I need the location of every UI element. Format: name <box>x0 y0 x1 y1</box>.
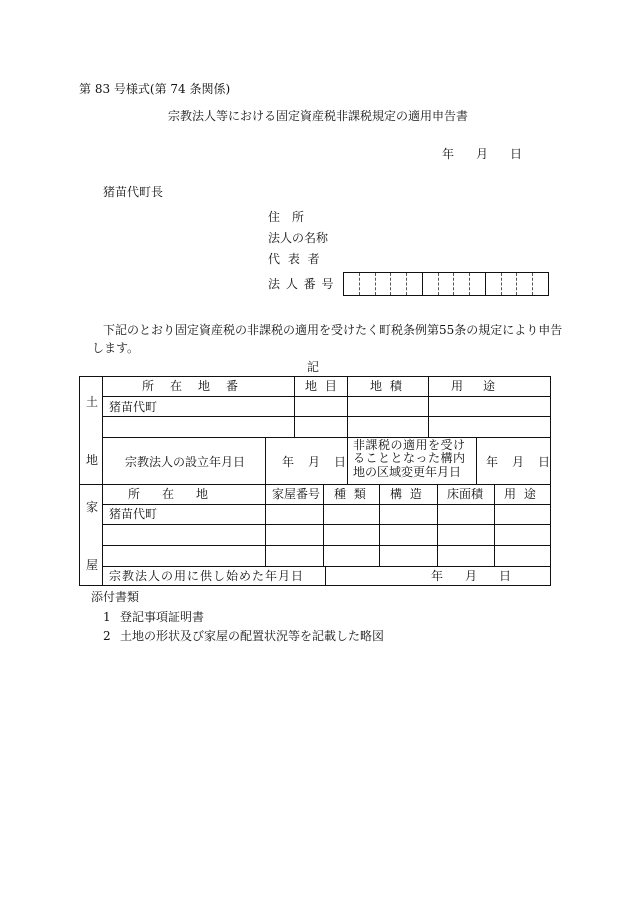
attachments-title: 添付書類 <box>91 590 140 604</box>
attachment-number: 1 <box>103 610 111 624</box>
corp-digit-box[interactable] <box>422 273 438 295</box>
corp-digit-box[interactable] <box>453 273 469 295</box>
table-divider <box>494 484 495 566</box>
date-day-label: 日 <box>510 147 523 161</box>
house-header-number: 家屋番号 <box>272 487 321 501</box>
table-border <box>79 376 80 586</box>
house-header-structure: 構 造 <box>390 487 424 501</box>
corp-digit-box[interactable] <box>406 273 422 295</box>
table-divider <box>428 376 429 438</box>
establish-date-label: 宗教法人の設立年月日 <box>125 455 246 469</box>
representative-label: 代 表 者 <box>268 252 322 266</box>
start-use-day[interactable]: 日 <box>499 569 512 583</box>
table-divider <box>79 484 551 485</box>
corp-digit-box[interactable] <box>438 273 454 295</box>
table-divider <box>102 545 551 546</box>
table-divider <box>379 484 380 566</box>
land-header-location: 所 在 地 番 <box>142 379 241 393</box>
corp-digit-box[interactable] <box>501 273 517 295</box>
attachment-text: 土地の形状及び家屋の配置状況等を記載した略図 <box>120 629 385 643</box>
table-divider <box>265 437 266 485</box>
table-divider <box>102 524 551 525</box>
table-divider <box>102 416 551 417</box>
table-divider <box>265 484 266 566</box>
house-side-label: 屋 <box>86 558 99 572</box>
table-divider <box>102 396 551 397</box>
table-border <box>550 376 551 586</box>
corporation-name-label: 法人の名称 <box>268 231 329 245</box>
area-change-date-value[interactable]: 年 月 日 <box>486 455 552 469</box>
corp-digit-box[interactable] <box>516 273 532 295</box>
house-header-location: 所 在 地 <box>128 487 214 501</box>
land-header-usage: 用 途 <box>451 379 500 393</box>
body-text-line1: 下記のとおり固定資産税の非課税の適用を受けたく町税条例第55条の規定により申告 <box>103 323 563 337</box>
table-divider <box>102 376 103 586</box>
form-title: 宗教法人等における固定資産税非課税規定の適用申告書 <box>168 109 469 123</box>
land-side-label: 土 <box>86 395 99 409</box>
land-header-category: 地 目 <box>305 379 339 393</box>
body-text-line2: します。 <box>92 341 140 355</box>
corp-digit-box[interactable] <box>532 273 548 295</box>
corp-digit-box[interactable] <box>359 273 375 295</box>
table-divider <box>323 484 324 566</box>
corporate-number-label: 法 人 番 号 <box>268 277 335 291</box>
table-divider <box>347 437 348 485</box>
table-divider <box>476 437 477 485</box>
corp-digit-box[interactable] <box>469 273 485 295</box>
table-divider <box>102 566 551 567</box>
addressee: 猪苗代町長 <box>103 185 164 199</box>
area-change-label-line3: 地の区域変更年月日 <box>353 465 462 479</box>
table-border <box>79 376 551 377</box>
start-use-month[interactable]: 月 <box>465 569 478 583</box>
area-change-label-line2: ることとなった構内 <box>353 451 466 465</box>
house-side-label: 家 <box>86 500 99 514</box>
table-border <box>79 585 551 586</box>
house-header-floor-area: 床面積 <box>447 487 484 501</box>
house-header-kind: 種 類 <box>334 487 368 501</box>
establish-date-value[interactable]: 年 月 日 <box>282 455 348 469</box>
date-month-label: 月 <box>476 147 489 161</box>
attachment-number: 2 <box>103 629 111 643</box>
corporate-number-boxes[interactable] <box>343 272 549 296</box>
house-row-location[interactable]: 猪苗代町 <box>109 507 158 521</box>
land-side-label: 地 <box>86 453 99 467</box>
form-number: 第 83 号様式(第 74 条関係) <box>79 82 231 96</box>
table-divider <box>347 376 348 438</box>
table-divider <box>102 437 551 438</box>
corp-digit-box[interactable] <box>485 273 501 295</box>
ki-heading: 記 <box>307 360 320 374</box>
area-change-label-line1: 非課税の適用を受け <box>353 438 466 452</box>
corp-digit-box[interactable] <box>344 273 359 295</box>
land-header-area: 地 積 <box>370 379 404 393</box>
attachment-text: 登記事項証明書 <box>120 610 205 624</box>
corp-digit-box[interactable] <box>375 273 391 295</box>
date-year-label: 年 <box>442 147 455 161</box>
table-divider <box>294 376 295 438</box>
start-use-label: 宗教法人の用に供し始めた年月日 <box>109 569 305 583</box>
table-divider <box>102 504 551 505</box>
table-divider <box>437 484 438 566</box>
address-label: 住 所 <box>268 210 305 224</box>
land-row-location[interactable]: 猪苗代町 <box>109 400 158 414</box>
table-divider <box>325 566 326 586</box>
start-use-year[interactable]: 年 <box>431 569 444 583</box>
corp-digit-box[interactable] <box>390 273 406 295</box>
house-header-usage: 用 途 <box>504 487 538 501</box>
